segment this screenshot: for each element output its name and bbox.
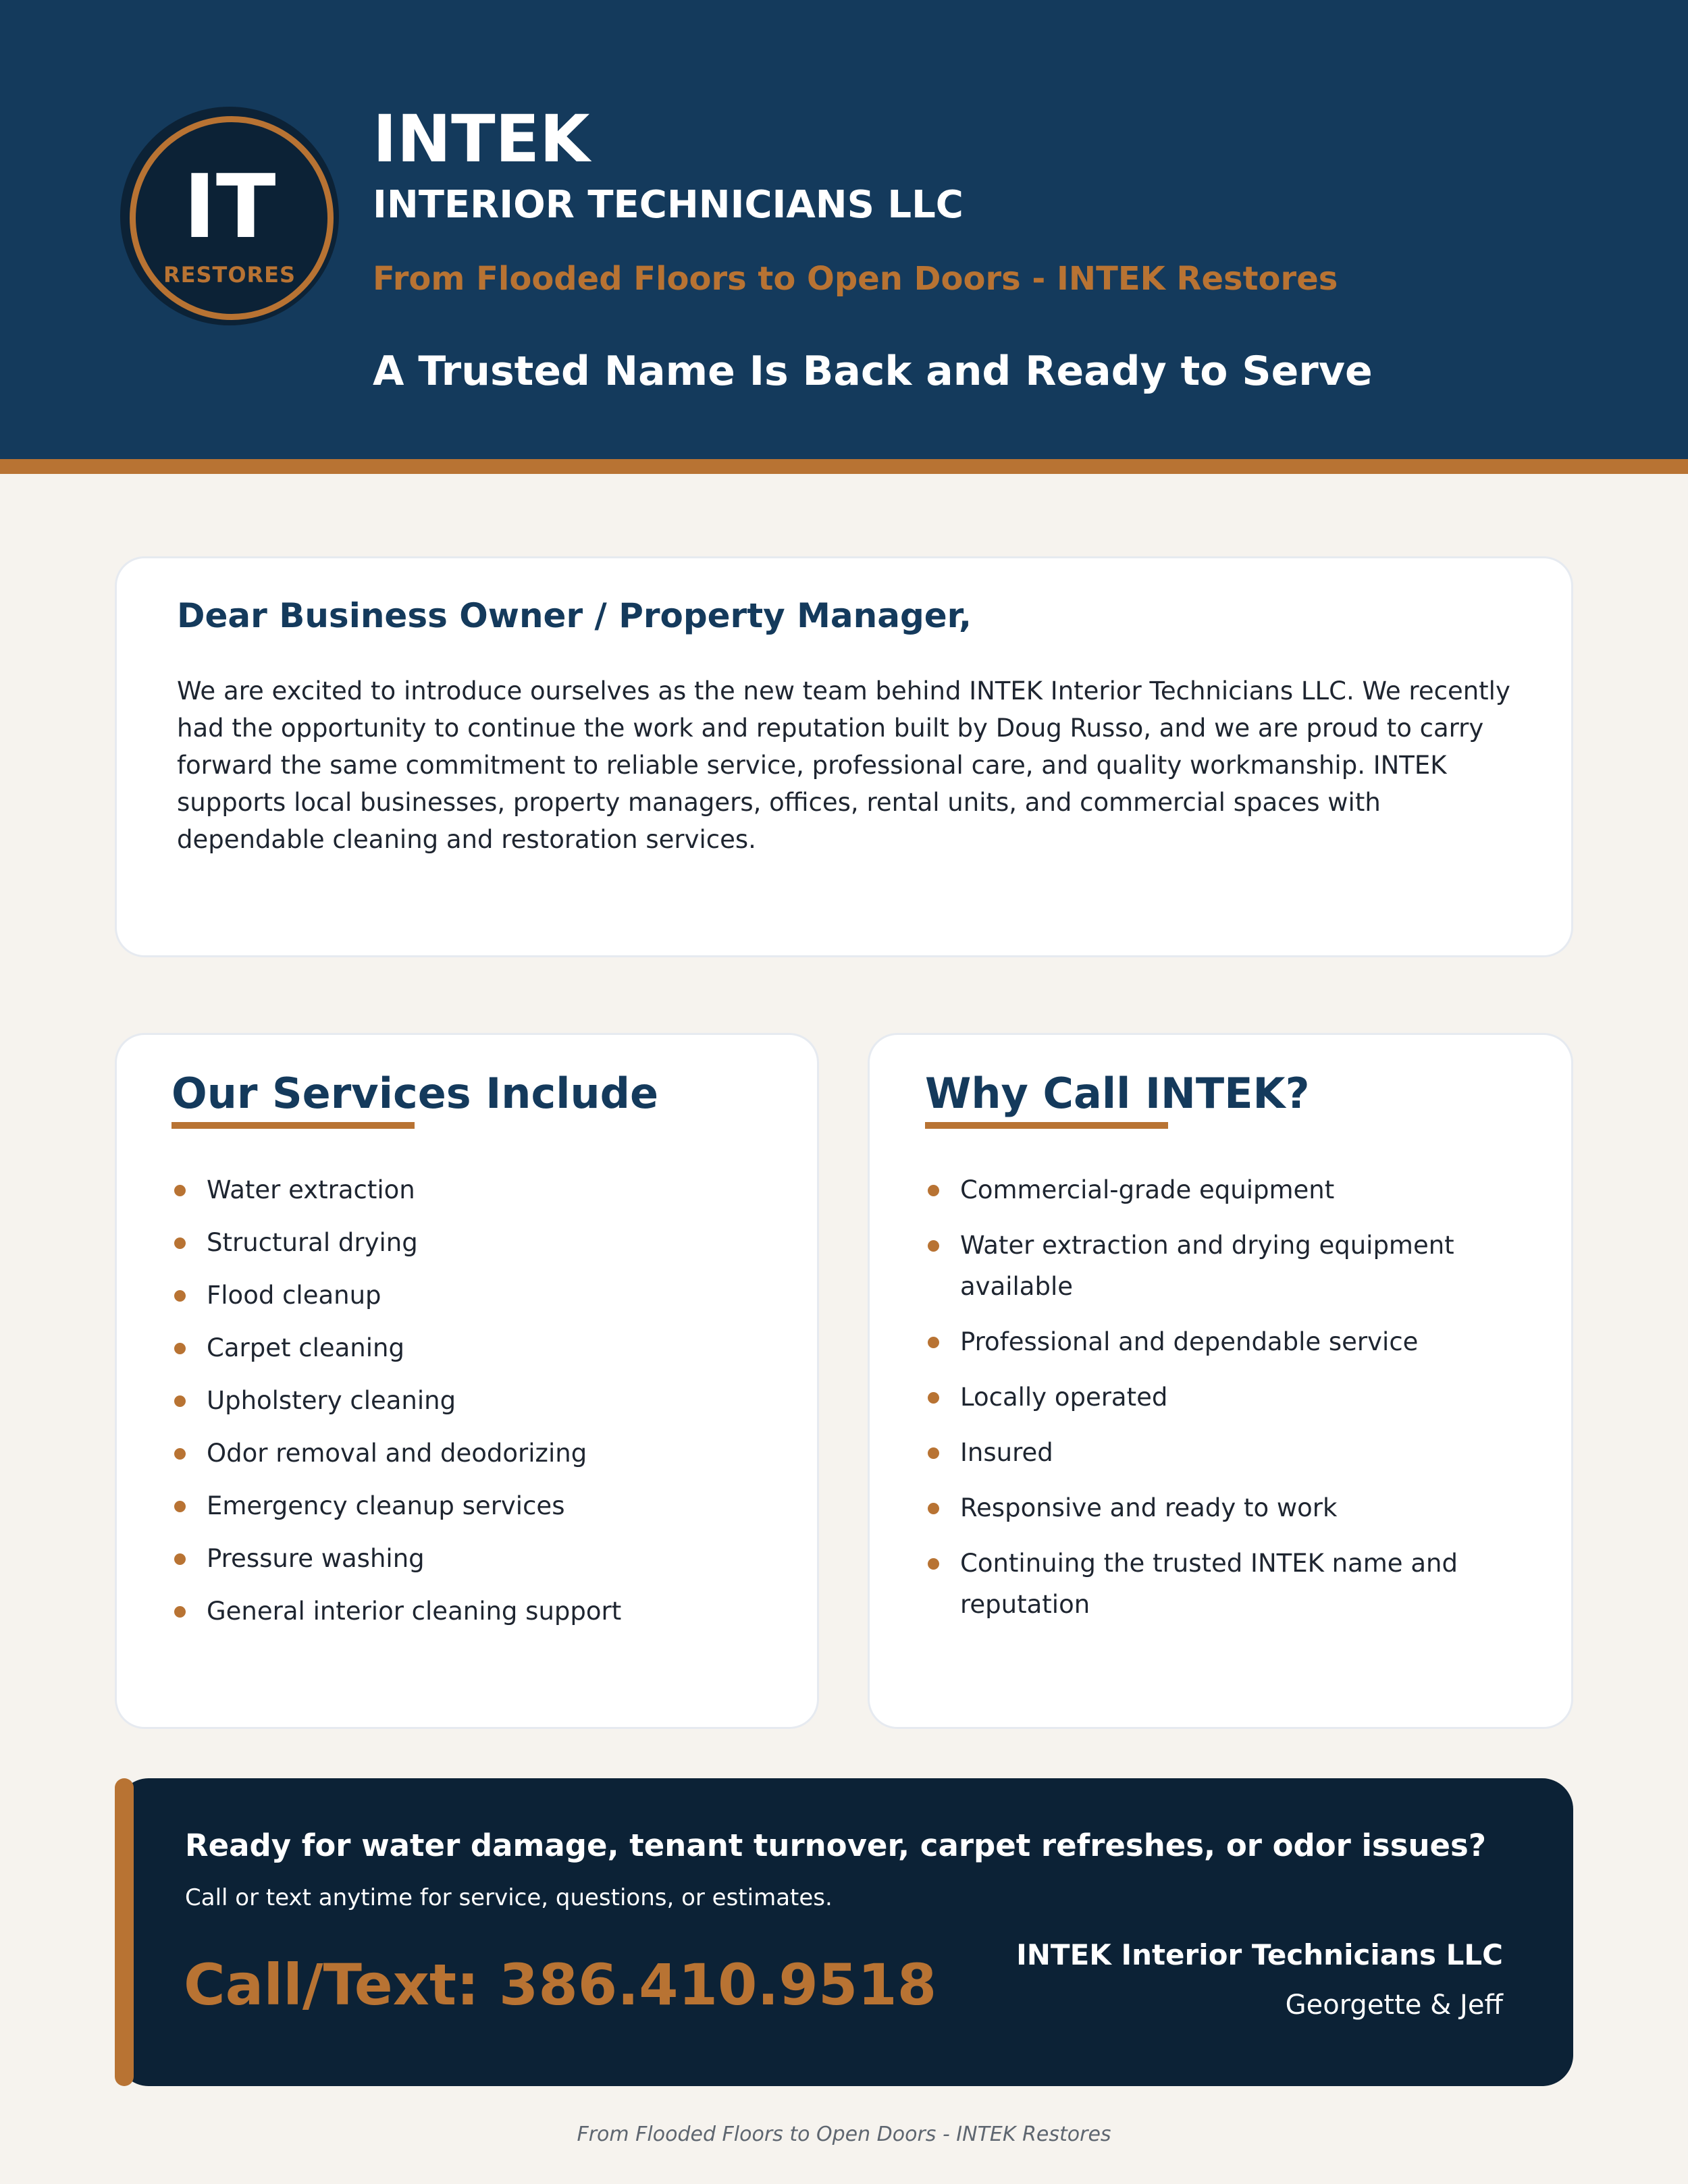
list-item — [172, 1433, 793, 1474]
list-item-label: Odor removal and deodorizing — [207, 1439, 587, 1468]
footer-tagline: From Flooded Floors to Open Doors - INTEK Restores — [577, 2123, 1111, 2146]
bullet-icon — [928, 1558, 939, 1570]
list-item — [172, 1538, 793, 1579]
list-item — [925, 1225, 1546, 1307]
bullet-icon — [928, 1503, 939, 1514]
why-title-underline — [925, 1122, 1168, 1129]
bullet-icon — [174, 1448, 186, 1460]
contact-names: Georgette & Jeff — [1285, 1990, 1503, 2021]
list-item — [172, 1380, 793, 1421]
headline: A Trusted Name Is Back and Ready to Serve — [373, 348, 1373, 395]
services-title: Our Services Include — [172, 1069, 659, 1118]
services-title-underline — [172, 1122, 415, 1129]
list-item — [925, 1432, 1546, 1473]
cta-company-name: INTEK Interior Technicians LLC — [1016, 1938, 1503, 1971]
bullet-icon — [174, 1343, 186, 1354]
list-item-label: Structural drying — [207, 1228, 418, 1257]
bullet-icon — [174, 1606, 186, 1618]
list-item-label: General interior cleaning support — [207, 1597, 622, 1626]
list-item-label: Professional and dependable service — [960, 1327, 1419, 1356]
bullet-icon — [174, 1290, 186, 1302]
list-item-label: Continuing the trusted INTEK name and reputation — [960, 1549, 1458, 1619]
phone-number[interactable]: Call/Text: 386.410.9518 — [184, 1952, 937, 2018]
logo-badge-text: RESTORES — [163, 262, 296, 288]
list-item-label: Upholstery cleaning — [207, 1386, 456, 1415]
bullet-icon — [174, 1501, 186, 1512]
bullet-icon — [928, 1240, 939, 1252]
list-item — [925, 1321, 1546, 1362]
list-item-label: Insured — [960, 1438, 1053, 1467]
list-item — [925, 1377, 1546, 1418]
bullet-icon — [174, 1237, 186, 1249]
list-item-label: Water extraction and drying equipment available — [960, 1231, 1454, 1301]
list-item — [925, 1169, 1546, 1210]
bullet-icon — [928, 1447, 939, 1459]
services-list — [172, 1169, 793, 1643]
list-item — [172, 1485, 793, 1526]
greeting: Dear Business Owner / Property Manager, — [177, 596, 972, 635]
list-item — [172, 1327, 793, 1368]
cta-subtext: Call or text anytime for service, questions, or estimates. — [185, 1884, 833, 1911]
bullet-icon — [174, 1395, 186, 1407]
brand-name: INTEK — [373, 101, 590, 177]
bullet-icon — [928, 1185, 939, 1196]
list-item-label: Locally operated — [960, 1383, 1168, 1412]
cta-accent-bar — [115, 1778, 134, 2086]
header-accent-stripe — [0, 459, 1688, 474]
tagline: From Flooded Floors to Open Doors - INTEK Restores — [373, 260, 1338, 298]
list-item-label: Responsive and ready to work — [960, 1493, 1338, 1522]
bullet-icon — [928, 1337, 939, 1348]
cta-heading: Ready for water damage, tenant turnover, carpet refreshes, or odor issues? — [185, 1828, 1486, 1863]
list-item — [172, 1275, 793, 1316]
list-item-label: Commercial-grade equipment — [960, 1175, 1335, 1204]
logo-initials: IT — [183, 155, 276, 258]
company-name: INTERIOR TECHNICIANS LLC — [373, 183, 964, 227]
list-item — [172, 1222, 793, 1263]
bullet-icon — [928, 1392, 939, 1404]
list-item-label: Carpet cleaning — [207, 1333, 404, 1362]
list-item — [172, 1591, 793, 1632]
list-item-label: Water extraction — [207, 1175, 415, 1204]
list-item-label: Flood cleanup — [207, 1281, 381, 1310]
bullet-icon — [174, 1553, 186, 1565]
list-item — [172, 1169, 793, 1210]
list-item — [925, 1543, 1546, 1625]
bullet-icon — [174, 1185, 186, 1196]
list-item-label: Pressure washing — [207, 1544, 425, 1573]
list-item — [925, 1487, 1546, 1528]
intro-paragraph: We are excited to introduce ourselves as the new team behind INTEK Interior Technicians LLC. We recently had the opportunity to continue the work and reputation built by Doug Russo, and we are proud to carry forward the same commitment to reliable service, professional care, and quality workmanship. INTEK supports local businesses, property managers, offices, rental units, and commercial spaces with dependable cleaning and restoration services. — [177, 676, 1510, 854]
list-item-label: Emergency cleanup services — [207, 1491, 565, 1520]
why-title: Why Call INTEK? — [925, 1069, 1310, 1118]
why-list — [925, 1169, 1546, 1639]
